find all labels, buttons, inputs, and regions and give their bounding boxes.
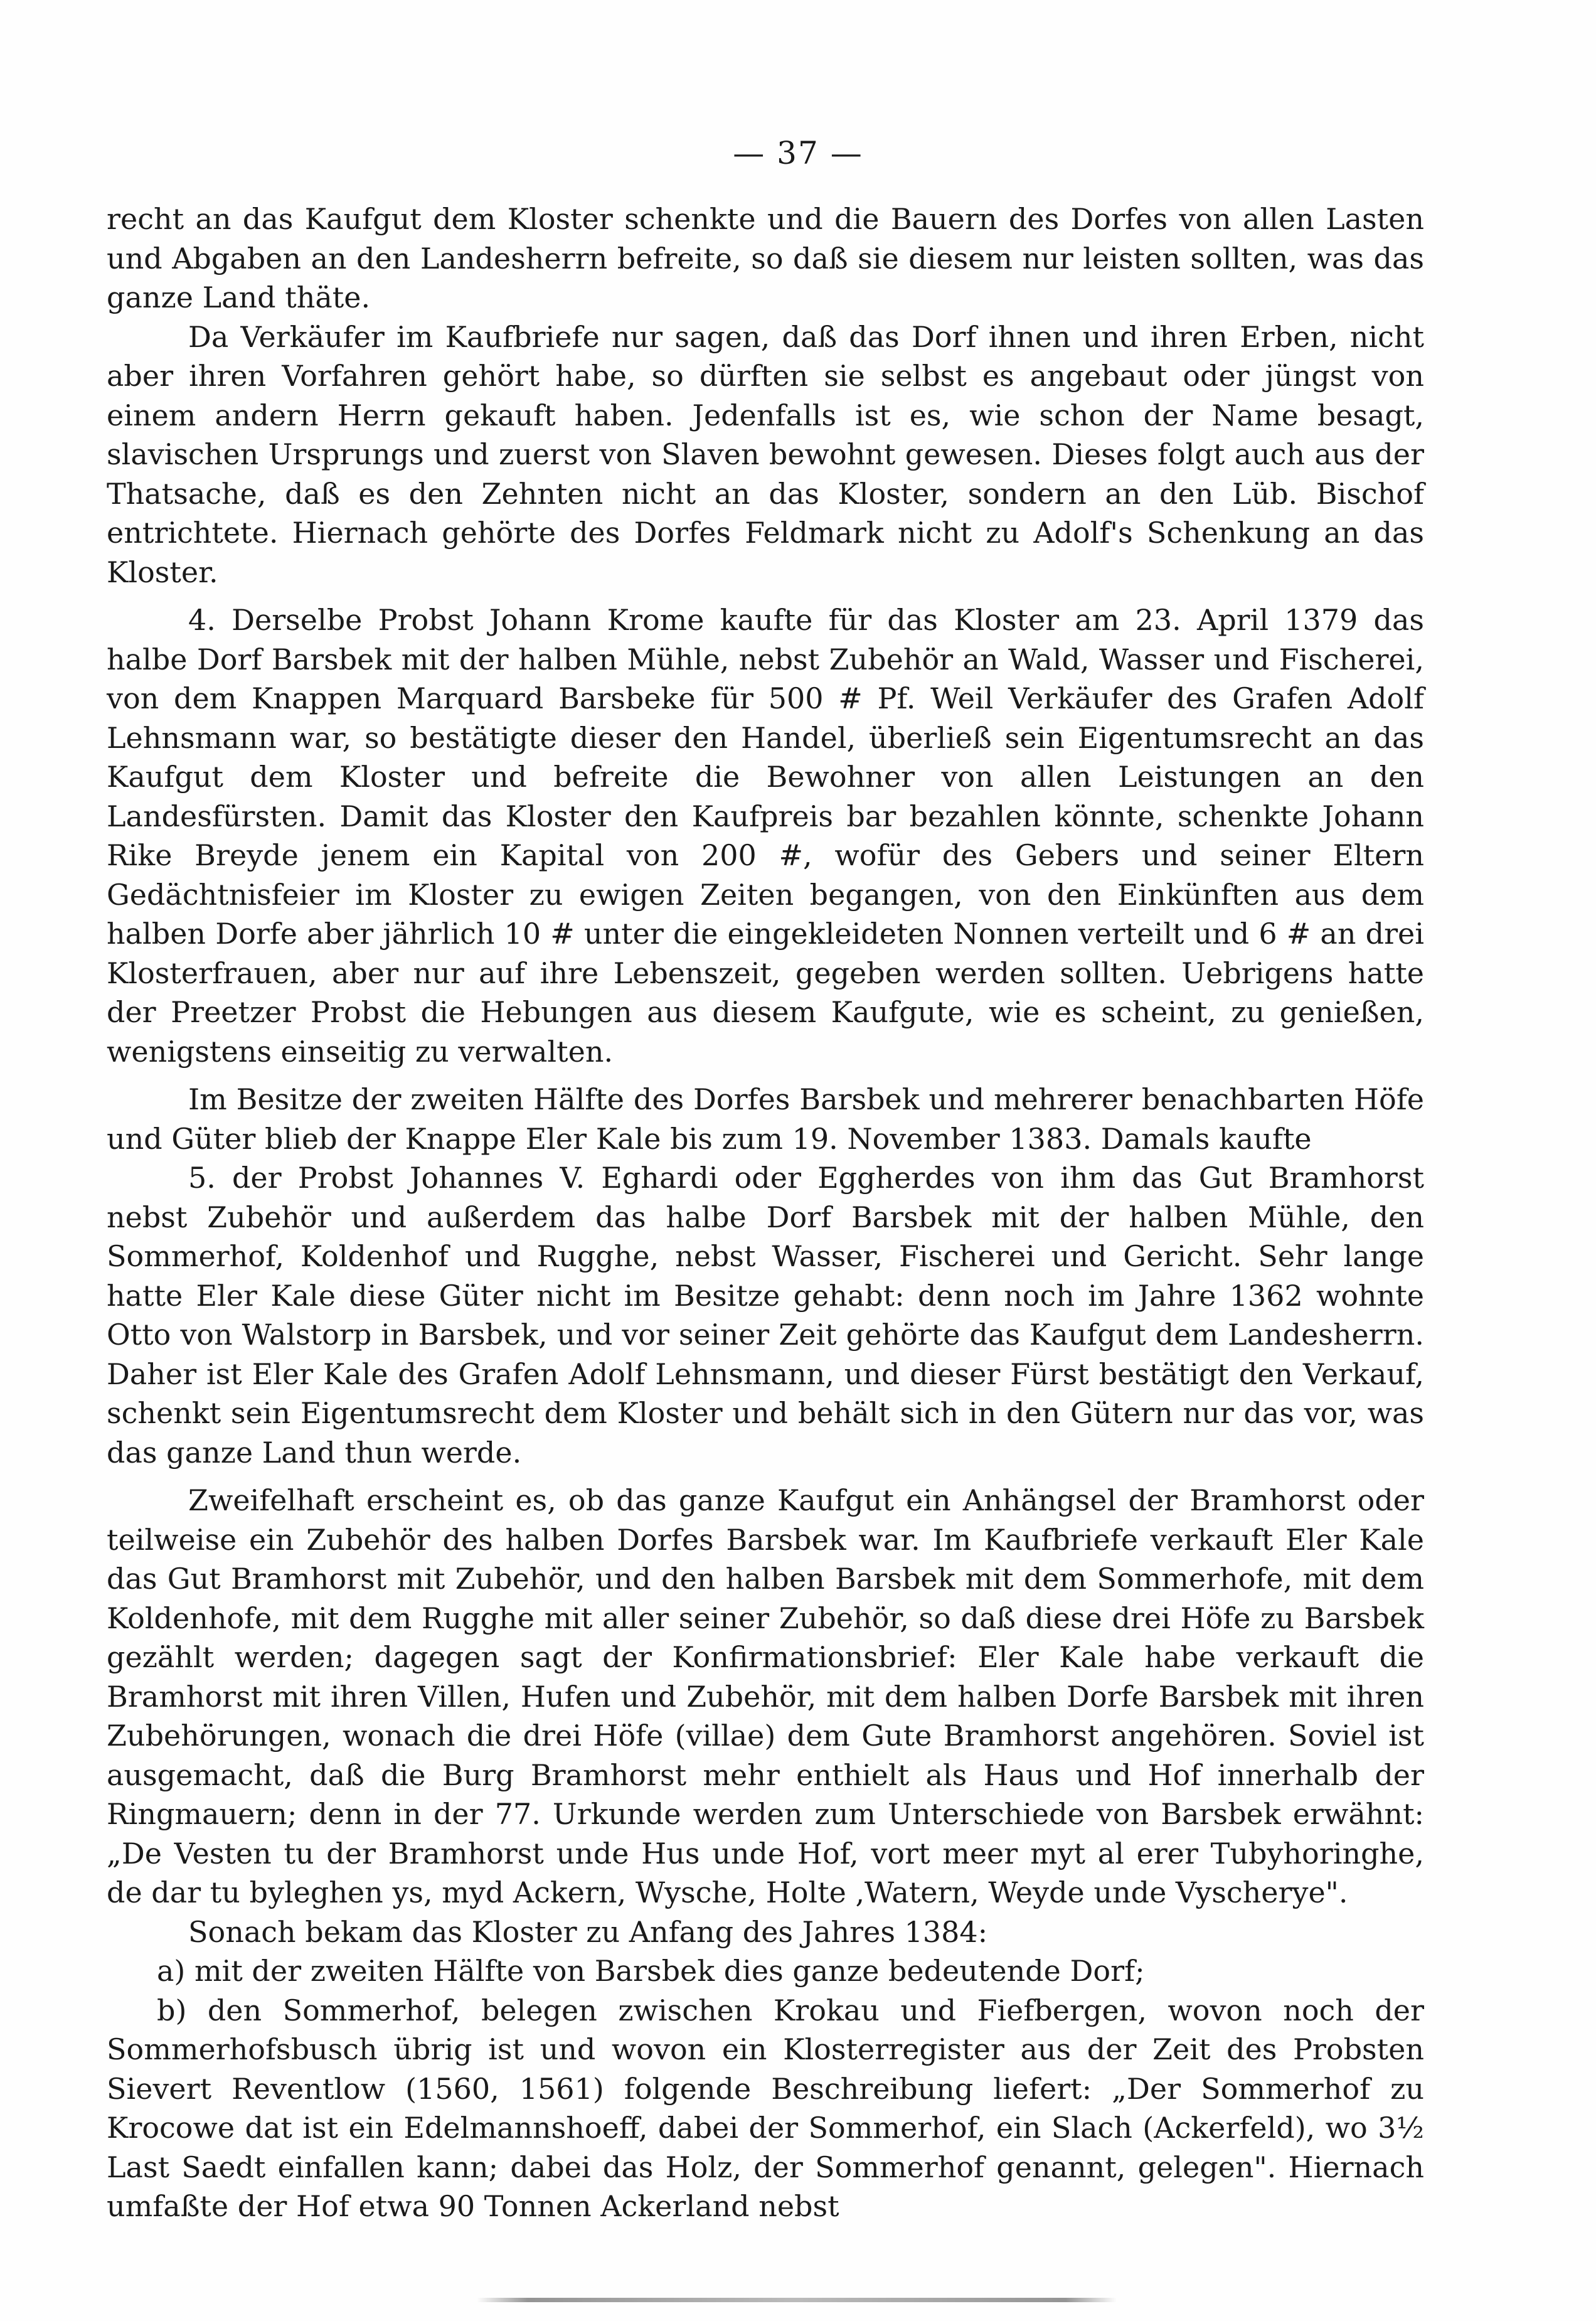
- body-text: [107, 200, 1424, 2226]
- scan-artifact: [477, 2298, 1117, 2302]
- paragraph: Im Besitze der zweiten Hälfte des Dorfes Barsbek und mehrerer benachbarten Höfe und Güter blieb der Knappe Eler Kale bis zum 19. November 1383. Damals kaufte: [107, 1082, 1424, 1156]
- paragraph: recht an das Kaufgut dem Kloster schenkte und die Bauern des Dorfes von allen Lasten und Abgaben an den Landesherrn befreite, so daß sie diesem nur leisten sollten, was das ganze Land thäte.: [107, 202, 1424, 314]
- list-item: b) den Sommerhof, belegen zwischen Krokau und Fiefbergen, wovon noch der Sommerhofsbusch übrig ist und wovon ein Klosterregister aus der Zeit des Probsten Sievert Reventlow (1560, 1561) folgende Beschreibung liefert: „Der Sommerhof zu Krocowe dat ist ein Edelmannshoeff, dabei der Sommerhof, ein Slach (Ackerfeld), wo 3½ Last Saedt einfallen kann; dabei das Holz, der Sommerhof genannt, gelegen". Hiernach umfaßte der Hof etwa 90 Tonnen Ackerland nebst: [107, 1993, 1424, 2223]
- page-number: — 37 —: [733, 135, 863, 171]
- list-item: a) mit der zweiten Hälfte von Barsbek dies ganze bedeutende Dorf;: [157, 1954, 1145, 1988]
- paragraph: Da Verkäufer im Kaufbriefe nur sagen, daß das Dorf ihnen und ihren Erben, nicht aber ihren Vorfahren gehört habe, so dürften sie selbst es angebaut oder jüngst von einem andern Herrn gekauft haben. Jedenfalls ist es, wie schon der Name besagt, slavischen Ursprungs und zuerst von Slaven bewohnt gewesen. Dieses folgt auch aus der Thatsache, daß es den Zehnten nicht an das Kloster, sondern an den Lüb. Bischof entrichtete. Hiernach gehörte des Dorfes Feldmark nicht zu Adolf's Schenkung an das Kloster.: [107, 319, 1424, 589]
- paragraph: Zweifelhaft erscheint es, ob das ganze Kaufgut ein Anhängsel der Bramhorst oder teilweise ein Zubehör des halben Dorfes Barsbek war. Im Kaufbriefe verkauft Eler Kale das Gut Bramhorst mit Zubehör, und den halben Barsbek mit dem Sommerhofe, mit dem Koldenhofe, mit dem Rugghe mit aller seiner Zubehör, so daß diese drei Höfe zu Barsbek gezählt werden; dagegen sagt der Konfirmationsbrief: Eler Kale habe verkauft die Bramhorst mit ihren Villen, Hufen und Zubehör, mit dem halben Dorfe Barsbek mit ihren Zubehörungen, wonach die drei Höfe (villae) dem Gute Bramhorst angehören. Soviel ist ausgemacht, daß die Burg Bramhorst mehr enthielt als Haus und Hof innerhalb der Ringmauern; denn in der 77. Urkunde werden zum Unterschiede von Barsbek erwähnt: „De Vesten tu der Bramhorst unde Hus unde Hof, vort meer myt al erer Tubyhoringhe, de dar tu byleghen ys, myd Ackern, Wysche, Holte ,Watern, Weyde unde Vyscherye".: [107, 1483, 1424, 1909]
- paragraph: 5. der Probst Johannes V. Eghardi oder Eggherdes von ihm das Gut Bramhorst nebst Zubehör und außerdem das halbe Dorf Barsbek mit der halben Mühle, den Sommerhof, Koldenhof und Rugghe, nebst Wasser, Fischerei und Gericht. Sehr lange hatte Eler Kale diese Güter nicht im Besitze gehabt: denn noch im Jahre 1362 wohnte Otto von Walstorp in Barsbek, und vor seiner Zeit gehörte das Kaufgut dem Landesherrn. Daher ist Eler Kale des Grafen Adolf Lehnsmann, und dieser Fürst bestätigt den Verkauf, schenkt sein Eigentumsrecht dem Kloster und behält sich in den Gütern nur das vor, was das ganze Land thun werde.: [107, 1161, 1424, 1470]
- paragraph: Sonach bekam das Kloster zu Anfang des Jahres 1384:: [188, 1914, 988, 1949]
- paragraph: 4. Derselbe Probst Johann Krome kaufte für das Kloster am 23. April 1379 das halbe Dorf Barsbek mit der halben Mühle, nebst Zubehör an Wald, Wasser und Fischerei, von dem Knappen Marquard Barsbeke für 500 # Pf. Weil Verkäufer des Grafen Adolf Lehnsmann war, so bestätigte dieser den Handel, überließ sein Eigentumsrecht an das Kaufgut dem Kloster und befreite die Bewohner von allen Leistungen an den Landesfürsten. Damit das Kloster den Kaufpreis bar bezahlen könnte, schenkte Johann Rike Breyde jenem ein Kapital von 200 #, wofür des Gebers und seiner Eltern Gedächtnisfeier im Kloster zu ewigen Zeiten begangen, von den Einkünften aus dem halben Dorfe aber jährlich 10 # unter die eingekleideten Nonnen verteilt und 6 # an drei Klosterfrauen, aber nur auf ihre Lebenszeit, gegeben werden sollten. Uebrigens hatte der Preetzer Probst die Hebungen aus diesem Kaufgute, wie es scheint, zu genießen, wenigstens einseitig zu verwalten.: [107, 603, 1424, 1069]
